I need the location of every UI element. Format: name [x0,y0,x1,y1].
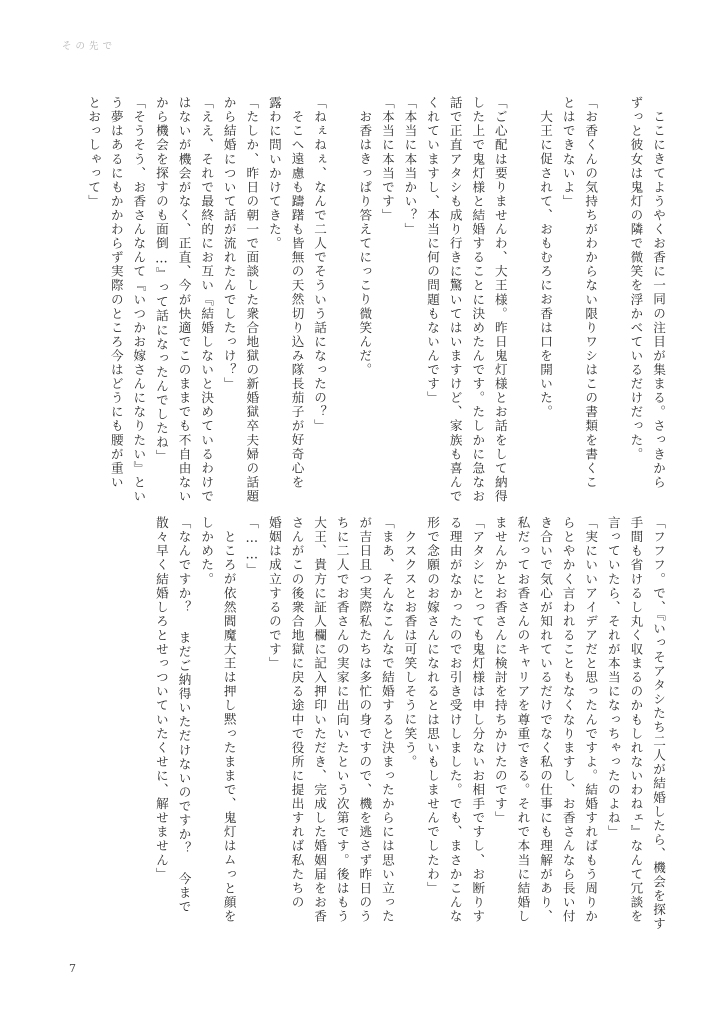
page-number: 7 [69,962,76,975]
text-column: 婚姻は成立するのです」 [266,516,282,671]
text-column: 言っていたら、それが本当になっちゃったのよね」 [605,516,621,840]
text-column: から機会を探すのも面倒…』って話になったんでしたね」 [153,96,169,464]
text-column: 「たしか、昨日の朝一で面談した衆合地獄の新婚獄卒夫婦の話題 [244,96,260,504]
text-column: しかめた。 [199,516,215,587]
text-column: そこへ遠慮も躊躇も皆無の天然切り込み隊長茄子が好奇心を [289,110,305,490]
text-column: ずっと彼女は鬼灯の隣で微笑を浮かべているだけだった。 [628,96,644,462]
text-column: とはできないよ」 [560,96,576,209]
text-column: はないが機会がなく、正直、今が快適でこのままでも不自由ない [176,96,192,504]
text-column-blank [330,96,348,488]
text-column: らとやかく言われることもなくなりますし、お香さんなら長い付 [560,516,576,924]
text-column: した上で鬼灯様と結婚することに決めたんです。たしかに急なお [470,96,486,504]
text-column: う夢はあるにもかかわらず実際のところ今はどうにも腰が重い [108,96,124,490]
text-column: が吉日且つ実際私たちは多忙の身ですので、機を逃さず昨日のう [357,516,373,924]
text-column: 「本当に本当です」 [379,96,395,223]
text-column: 「ねぇねぇ、なんで二人でそういう話になったの？」 [312,96,328,434]
text-column: ませんかとお香さんに検討を持ちかけたのです」 [492,516,508,826]
text-column: 散々早く結婚しろとせっついていたくせに、解せません」 [153,516,169,882]
text-column: 「お香くんの気持ちがわからない限りワシはこの書類を書くこ [583,96,599,490]
text-column: 形で念願のお嫁さんになれるとは思いもしませんでしたわ」 [425,516,441,896]
text-column: 「ええ、それで最終的にお互い『結婚しないと決めているわけで [199,96,215,504]
text-column: き合いで気心が知れているだけでなく私の仕事にも理解があり、 [538,516,554,924]
text-column: お香はきっぱり答えてにっこり微笑んだ。 [357,110,373,377]
text-column: ここにきてようやくお香に一同の注目が集まる。さっきから [651,110,666,490]
text-column: 大王、貴方に証人欄に記入押印いただき、完成した婚姻届をお香 [312,516,328,924]
text-column: 「……」 [244,516,260,577]
text-column: 「ご心配は要りませんわ、大王様。昨日鬼灯様とお話をして納得 [492,96,508,504]
text-column: 私だってお香さんのキャリアを尊重できる。それで本当に結婚し [515,516,531,924]
text-block-lower [144,516,666,932]
text-column: さんがこの後衆合地獄に戻る途中で役所に提出すれば私たちの [289,516,305,910]
text-column: 「なんですか？ まだご納得いただけないのですか？ 今まで [176,516,192,915]
text-column: から結婚について話が流れたんでしたっけ？」 [221,96,237,392]
text-block-upper [77,96,666,504]
running-head: その先で [62,41,117,52]
text-column-blank [601,96,619,488]
text-column: ところが依然閻魔大王は押し黙ったままで、鬼灯はムっと顔を [221,530,237,924]
text-column: 「そうそう、お香さんなんて『いつかお嫁さんになりたい』とい [131,96,147,504]
text-column: くれていますし、本当に何の問題もないんです」 [425,96,441,406]
text-column: 「フフフ。で、『いっそアタシたち二人が結婚したら、機会を探す [651,516,666,932]
text-column: 露わに問いかけてきた。 [266,96,282,251]
text-column: 「アタシにとっても鬼灯様は申し分ないお相手ですし、お断りす [470,516,486,924]
text-column: 「実にいいアイデアだと思ったんですよ。結婚すればもう周りか [583,516,599,924]
text-column: る理由がなかったのでお引き受けしました。でも、まさかこんな [447,516,463,924]
text-column: 大王に促されて、おもむろにお香は口を開いた。 [538,110,554,420]
text-column: 話で正直アタシも成り行きに驚いてはいますけど、家族も喜んで [447,96,463,504]
text-column: とおっしゃって」 [86,96,102,209]
text-column-blank [510,96,528,488]
text-column: 手間も省けるし丸く収まるのかもしれないわねェ』なんて冗談を [628,516,644,924]
text-column: ちに二人でお香さんの実家に出向いたという次第です。後はもう [334,516,350,924]
text-column: 「本当に本当かい？」 [402,96,418,237]
text-column: 「まあ、そんなこんなで結婚すると決まったからには思い立った [379,516,395,924]
text-column: クスクスとお香は可笑しそうに笑う。 [402,530,418,769]
